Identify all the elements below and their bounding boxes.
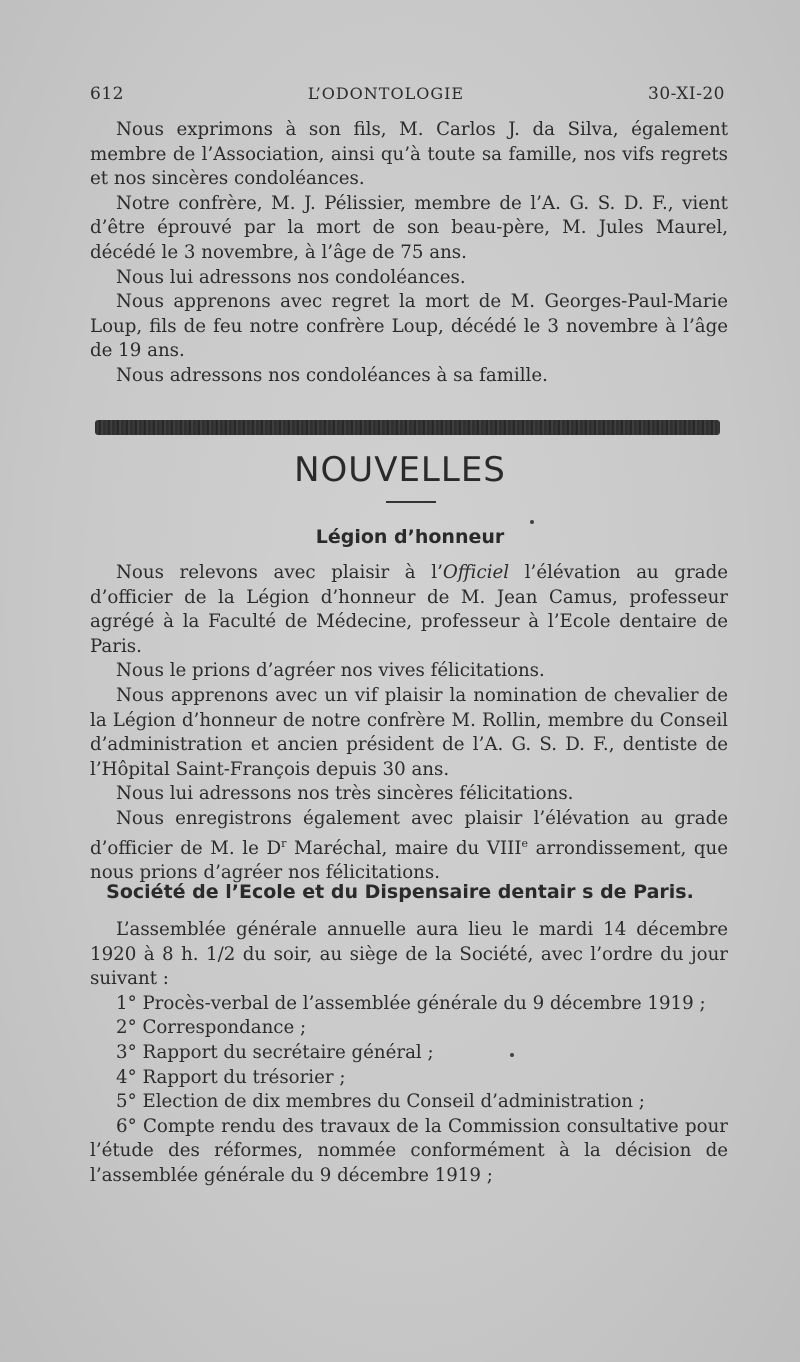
print-speck [530, 520, 534, 524]
obituary-paragraph: Nous adressons nos condoléances à sa famille. [116, 364, 548, 386]
agenda-item: 2° Correspondance ; [116, 1017, 307, 1039]
legion-paragraph: Nous apprenons avec un vif plaisir la nomination de chevalier de la Légion d’honneur de notre confrère M. Rollin, membre du Conseil d’administration et ancien président de l’A. G. S. D. F., dentiste de l’Hôpital Saint-François depuis 30 ans. [90, 684, 728, 780]
obituary-paragraph: Notre confrère, M. J. Pélissier, membre de l’A. G. S. D. F., vient d’être éprouvé par la mort de son beau-père, M. Jules Maurel, décédé le 3 novembre, à l’âge de 75 ans. [90, 192, 728, 263]
superscript-e: e [521, 836, 529, 850]
obituary-paragraph: Nous lui adressons nos condoléances. [116, 266, 466, 288]
legion-p5-start: Nous enregistrons également avec plaisir l’élévation au grade d’officier de M. le D [90, 807, 728, 859]
obituary-paragraph: Nous apprenons avec regret la mort de M. Georges-Paul-Marie Loup, fils de feu notre confrère Loup, décédé le 3 novembre à l’âge de 19 ans. [90, 291, 728, 362]
legion-heading: Légion d’honneur [315, 526, 505, 548]
title-underline [386, 501, 436, 503]
legion-block [90, 561, 728, 886]
agenda-item: 5° Election de dix membres du Conseil d’administration ; [116, 1091, 645, 1113]
issue-date: 30-XI-20 [648, 84, 725, 104]
legion-p1-end: l’élévation au grade d’officier de la Légion d’honneur de M. Jean Camus, professeur agrégé à la Faculté de Médecine, professeur à l’Ecole dentaire de Paris. [90, 562, 728, 657]
legion-paragraph: Nous le prions d’agréer nos vives félicitations. [116, 660, 545, 682]
page-number: 612 [90, 84, 124, 104]
agenda-item: 1° Procès-verbal de l’assemblée générale du 9 décembre 1919 ; [116, 992, 706, 1014]
officiel-italic: Officiel [442, 562, 510, 583]
legion-paragraph: Nous lui adressons nos très sincères félicitations. [116, 783, 574, 805]
agenda-item: 3° Rapport du secrétaire général ; [116, 1041, 434, 1063]
legion-paragraph [90, 807, 728, 886]
journal-title: L’ODONTOLOGIE [307, 84, 465, 103]
legion-p5-middle: Maréchal, maire du VIII [286, 837, 522, 859]
legion-p5-end: arrondissement, que nous prions d’agréer nos félicitations. [90, 837, 729, 884]
agenda-item: 4° Rapport du trésorier ; [116, 1066, 346, 1088]
legion-paragraph [90, 561, 728, 659]
section-title: NOUVELLES [294, 450, 506, 490]
legion-p1-start: Nous relevons avec plaisir à l’ [116, 562, 443, 583]
print-speck [510, 1053, 514, 1057]
section-divider [95, 420, 720, 435]
societe-intro: L’assemblée générale annuelle aura lieu le mardi 14 décembre 1920 à 8 h. 1/2 du soir, au siège de la Société, avec l’ordre du jour suivant : [90, 919, 728, 990]
societe-block [90, 918, 728, 1189]
obituary-paragraph: Nous exprimons à son fils, M. Carlos J. da Silva, également membre de l’Association, ainsi qu’à toute sa famille, nos vifs regrets et nos sincères condoléances. [90, 119, 728, 190]
societe-heading: Société de l’Ecole et du Dispensaire dentair s de Paris. [106, 881, 694, 903]
agenda-item: 6° Compte rendu des travaux de la Commission consultative pour l’étude des réformes, nommée conformément à la décision de l’assemblée générale du 9 décembre 1919 ; [90, 1115, 728, 1186]
running-header [90, 84, 725, 104]
superscript-r: r [281, 836, 287, 850]
obituaries-block [90, 118, 728, 389]
